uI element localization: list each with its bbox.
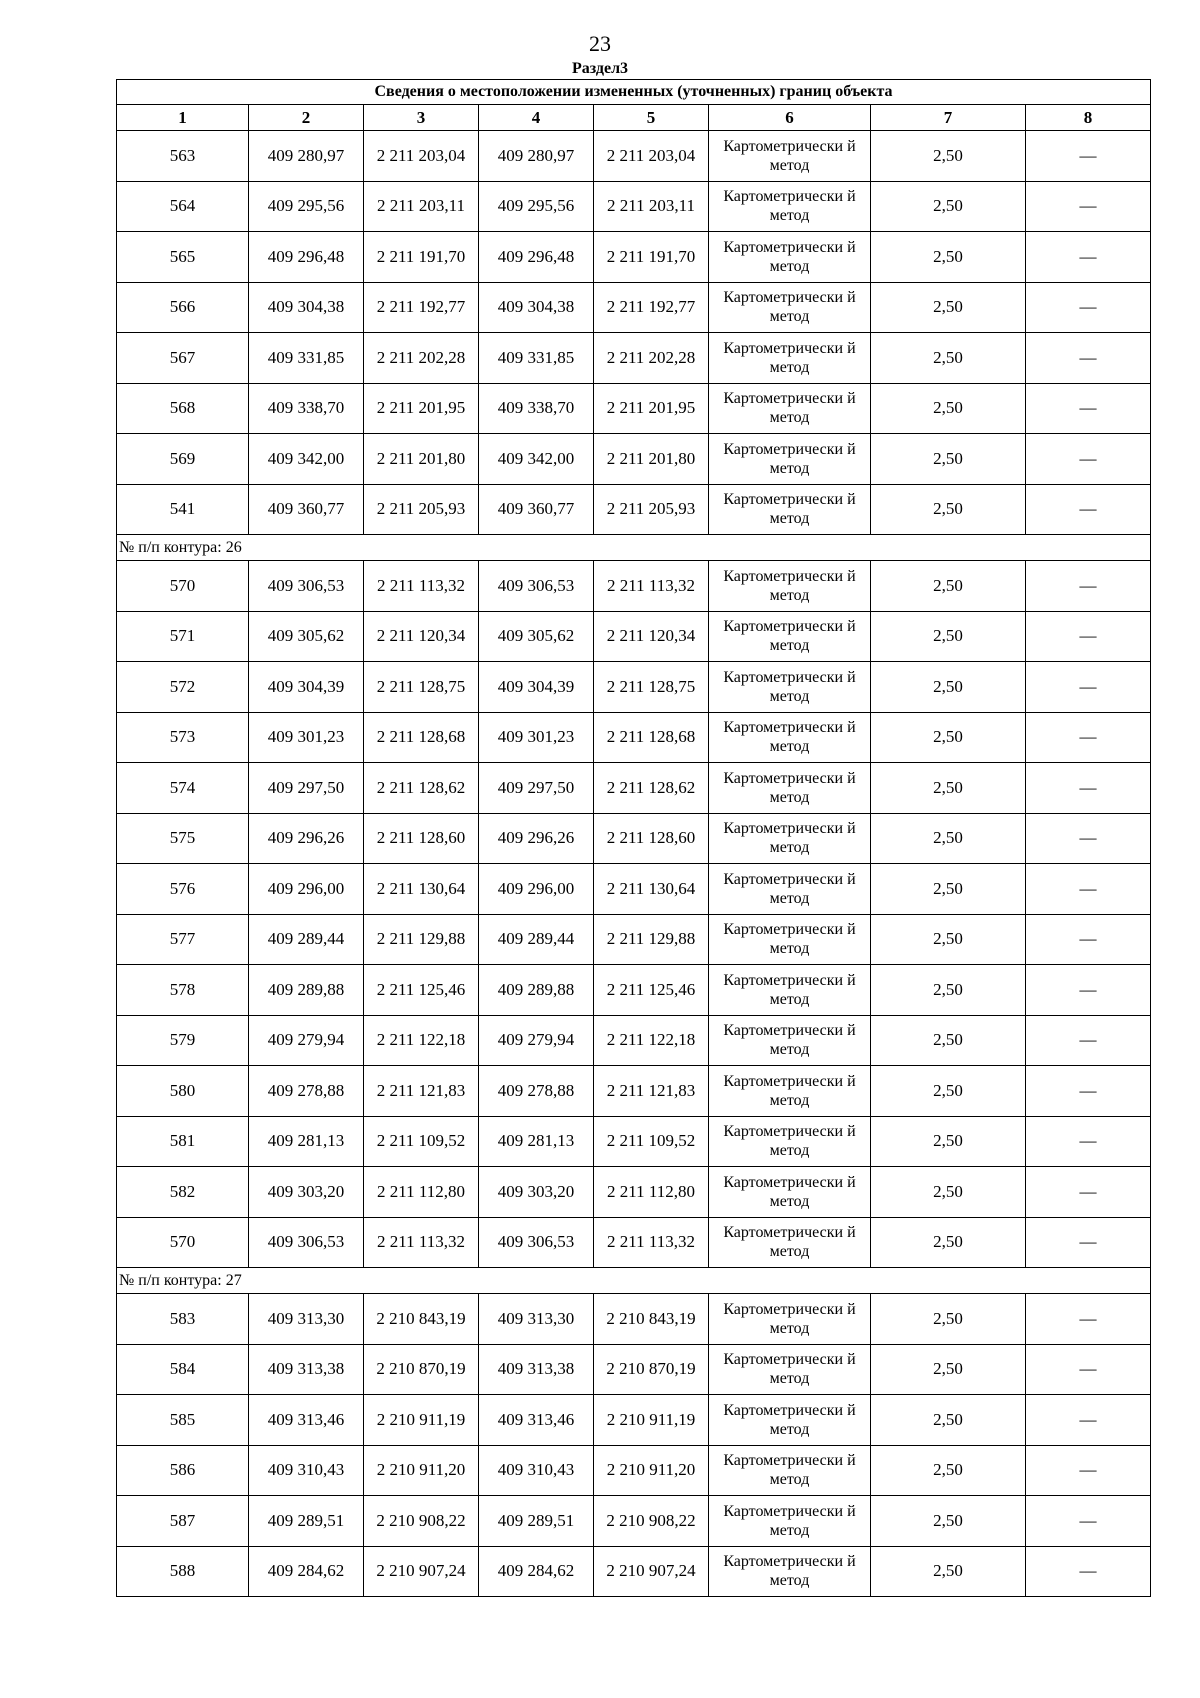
column-header-5: 5	[594, 105, 709, 131]
table-row	[117, 333, 1151, 384]
y-coordinate-cell: 2 211 128,60	[364, 813, 479, 864]
accuracy-cell: 2,50	[871, 662, 1026, 713]
note-cell: —	[1026, 965, 1151, 1016]
new-x-coordinate-cell: 409 313,38	[479, 1344, 594, 1395]
accuracy-cell: 2,50	[871, 1395, 1026, 1446]
y-coordinate-cell: 2 211 128,68	[364, 712, 479, 763]
method-cell: Картометрически й метод	[709, 333, 871, 384]
new-y-coordinate-cell: 2 211 121,83	[594, 1066, 709, 1117]
method-cell: Картометрически й метод	[709, 813, 871, 864]
point-number-cell: 564	[117, 181, 249, 232]
accuracy-cell: 2,50	[871, 864, 1026, 915]
y-coordinate-cell: 2 211 201,80	[364, 434, 479, 485]
x-coordinate-cell: 409 313,38	[249, 1344, 364, 1395]
new-y-coordinate-cell: 2 210 908,22	[594, 1496, 709, 1547]
accuracy-cell: 2,50	[871, 561, 1026, 612]
x-coordinate-cell: 409 306,53	[249, 1217, 364, 1268]
accuracy-cell: 2,50	[871, 712, 1026, 763]
new-y-coordinate-cell: 2 211 192,77	[594, 282, 709, 333]
point-number-cell: 587	[117, 1496, 249, 1547]
new-y-coordinate-cell: 2 211 113,32	[594, 1217, 709, 1268]
x-coordinate-cell: 409 305,62	[249, 611, 364, 662]
y-coordinate-cell: 2 211 130,64	[364, 864, 479, 915]
table-row	[117, 1546, 1151, 1597]
table-row	[117, 813, 1151, 864]
method-cell: Картометрически й метод	[709, 181, 871, 232]
method-cell: Картометрически й метод	[709, 965, 871, 1016]
new-x-coordinate-cell: 409 313,46	[479, 1395, 594, 1446]
new-x-coordinate-cell: 409 289,51	[479, 1496, 594, 1547]
accuracy-cell: 2,50	[871, 763, 1026, 814]
accuracy-cell: 2,50	[871, 611, 1026, 662]
page-number: 23	[589, 31, 611, 56]
y-coordinate-cell: 2 210 911,19	[364, 1395, 479, 1446]
accuracy-cell: 2,50	[871, 1294, 1026, 1345]
x-coordinate-cell: 409 338,70	[249, 383, 364, 434]
x-coordinate-cell: 409 313,30	[249, 1294, 364, 1345]
accuracy-cell: 2,50	[871, 1546, 1026, 1597]
table-row	[117, 232, 1151, 283]
table-row	[117, 662, 1151, 713]
accuracy-cell: 2,50	[871, 914, 1026, 965]
accuracy-cell: 2,50	[871, 1344, 1026, 1395]
new-y-coordinate-cell: 2 211 128,62	[594, 763, 709, 814]
contour-row	[117, 1268, 1151, 1294]
note-cell: —	[1026, 813, 1151, 864]
note-cell: —	[1026, 1066, 1151, 1117]
accuracy-cell: 2,50	[871, 813, 1026, 864]
table-row	[117, 914, 1151, 965]
new-y-coordinate-cell: 2 211 130,64	[594, 864, 709, 915]
table-row	[117, 1395, 1151, 1446]
note-cell: —	[1026, 1445, 1151, 1496]
method-cell: Картометрически й метод	[709, 1546, 871, 1597]
accuracy-cell: 2,50	[871, 484, 1026, 535]
new-y-coordinate-cell: 2 211 125,46	[594, 965, 709, 1016]
point-number-cell: 567	[117, 333, 249, 384]
accuracy-cell: 2,50	[871, 131, 1026, 182]
table-row	[117, 712, 1151, 763]
x-coordinate-cell: 409 301,23	[249, 712, 364, 763]
accuracy-cell: 2,50	[871, 383, 1026, 434]
accuracy-cell: 2,50	[871, 1496, 1026, 1547]
column-header-2: 2	[249, 105, 364, 131]
point-number-cell: 576	[117, 864, 249, 915]
new-x-coordinate-cell: 409 295,56	[479, 181, 594, 232]
table-row	[117, 1496, 1151, 1547]
new-y-coordinate-cell: 2 210 870,19	[594, 1344, 709, 1395]
accuracy-cell: 2,50	[871, 181, 1026, 232]
x-coordinate-cell: 409 306,53	[249, 561, 364, 612]
table-row	[117, 181, 1151, 232]
x-coordinate-cell: 409 284,62	[249, 1546, 364, 1597]
note-cell: —	[1026, 232, 1151, 283]
table-row	[117, 1015, 1151, 1066]
coordinates-table	[116, 79, 1151, 1597]
contour-row	[117, 535, 1151, 561]
note-cell: —	[1026, 712, 1151, 763]
new-x-coordinate-cell: 409 303,20	[479, 1167, 594, 1218]
x-coordinate-cell: 409 310,43	[249, 1445, 364, 1496]
method-cell: Картометрически й метод	[709, 232, 871, 283]
new-y-coordinate-cell: 2 211 202,28	[594, 333, 709, 384]
column-header-7: 7	[871, 105, 1026, 131]
x-coordinate-cell: 409 281,13	[249, 1116, 364, 1167]
x-coordinate-cell: 409 296,26	[249, 813, 364, 864]
y-coordinate-cell: 2 211 121,83	[364, 1066, 479, 1117]
x-coordinate-cell: 409 296,00	[249, 864, 364, 915]
note-cell: —	[1026, 914, 1151, 965]
point-number-cell: 575	[117, 813, 249, 864]
y-coordinate-cell: 2 210 911,20	[364, 1445, 479, 1496]
point-number-cell: 584	[117, 1344, 249, 1395]
note-cell: —	[1026, 864, 1151, 915]
point-number-cell: 579	[117, 1015, 249, 1066]
new-y-coordinate-cell: 2 211 191,70	[594, 232, 709, 283]
table-row	[117, 1167, 1151, 1218]
table-body	[117, 131, 1151, 1597]
new-y-coordinate-cell: 2 210 911,19	[594, 1395, 709, 1446]
x-coordinate-cell: 409 296,48	[249, 232, 364, 283]
y-coordinate-cell: 2 211 192,77	[364, 282, 479, 333]
point-number-cell: 580	[117, 1066, 249, 1117]
y-coordinate-cell: 2 211 128,75	[364, 662, 479, 713]
table-row	[117, 484, 1151, 535]
new-y-coordinate-cell: 2 211 129,88	[594, 914, 709, 965]
method-cell: Картометрически й метод	[709, 1395, 871, 1446]
new-y-coordinate-cell: 2 210 907,24	[594, 1546, 709, 1597]
new-y-coordinate-cell: 2 211 113,32	[594, 561, 709, 612]
point-number-cell: 577	[117, 914, 249, 965]
y-coordinate-cell: 2 211 191,70	[364, 232, 479, 283]
contour-label: № п/п контура: 26	[117, 535, 1151, 561]
point-number-cell: 582	[117, 1167, 249, 1218]
new-x-coordinate-cell: 409 296,48	[479, 232, 594, 283]
method-cell: Картометрически й метод	[709, 1445, 871, 1496]
y-coordinate-cell: 2 211 122,18	[364, 1015, 479, 1066]
accuracy-cell: 2,50	[871, 434, 1026, 485]
new-x-coordinate-cell: 409 280,97	[479, 131, 594, 182]
new-x-coordinate-cell: 409 304,39	[479, 662, 594, 713]
new-x-coordinate-cell: 409 360,77	[479, 484, 594, 535]
accuracy-cell: 2,50	[871, 232, 1026, 283]
note-cell: —	[1026, 1167, 1151, 1218]
x-coordinate-cell: 409 297,50	[249, 763, 364, 814]
x-coordinate-cell: 409 360,77	[249, 484, 364, 535]
table-row	[117, 1066, 1151, 1117]
note-cell: —	[1026, 1217, 1151, 1268]
x-coordinate-cell: 409 304,39	[249, 662, 364, 713]
note-cell: —	[1026, 1116, 1151, 1167]
method-cell: Картометрически й метод	[709, 434, 871, 485]
point-number-cell: 578	[117, 965, 249, 1016]
column-header-8: 8	[1026, 105, 1151, 131]
point-number-cell: 565	[117, 232, 249, 283]
column-header-4: 4	[479, 105, 594, 131]
y-coordinate-cell: 2 211 128,62	[364, 763, 479, 814]
point-number-cell: 574	[117, 763, 249, 814]
column-header-1: 1	[117, 105, 249, 131]
note-cell: —	[1026, 1015, 1151, 1066]
accuracy-cell: 2,50	[871, 1116, 1026, 1167]
table-row	[117, 1116, 1151, 1167]
point-number-cell: 585	[117, 1395, 249, 1446]
y-coordinate-cell: 2 211 201,95	[364, 383, 479, 434]
new-y-coordinate-cell: 2 211 109,52	[594, 1116, 709, 1167]
accuracy-cell: 2,50	[871, 1445, 1026, 1496]
point-number-cell: 583	[117, 1294, 249, 1345]
y-coordinate-cell: 2 211 120,34	[364, 611, 479, 662]
x-coordinate-cell: 409 289,51	[249, 1496, 364, 1547]
point-number-cell: 568	[117, 383, 249, 434]
note-cell: —	[1026, 383, 1151, 434]
point-number-cell: 570	[117, 561, 249, 612]
point-number-cell: 588	[117, 1546, 249, 1597]
x-coordinate-cell: 409 280,97	[249, 131, 364, 182]
method-cell: Картометрически й метод	[709, 1066, 871, 1117]
table-row	[117, 383, 1151, 434]
new-x-coordinate-cell: 409 297,50	[479, 763, 594, 814]
y-coordinate-cell: 2 211 205,93	[364, 484, 479, 535]
x-coordinate-cell: 409 304,38	[249, 282, 364, 333]
new-x-coordinate-cell: 409 289,44	[479, 914, 594, 965]
method-cell: Картометрически й метод	[709, 1116, 871, 1167]
method-cell: Картометрически й метод	[709, 662, 871, 713]
method-cell: Картометрически й метод	[709, 1344, 871, 1395]
new-y-coordinate-cell: 2 211 128,75	[594, 662, 709, 713]
new-y-coordinate-cell: 2 211 205,93	[594, 484, 709, 535]
new-y-coordinate-cell: 2 210 911,20	[594, 1445, 709, 1496]
note-cell: —	[1026, 131, 1151, 182]
y-coordinate-cell: 2 211 109,52	[364, 1116, 479, 1167]
note-cell: —	[1026, 763, 1151, 814]
method-cell: Картометрически й метод	[709, 383, 871, 434]
new-x-coordinate-cell: 409 278,88	[479, 1066, 594, 1117]
contour-label: № п/п контура: 27	[117, 1268, 1151, 1294]
y-coordinate-cell: 2 211 203,11	[364, 181, 479, 232]
new-x-coordinate-cell: 409 313,30	[479, 1294, 594, 1345]
new-y-coordinate-cell: 2 211 112,80	[594, 1167, 709, 1218]
note-cell: —	[1026, 1395, 1151, 1446]
new-x-coordinate-cell: 409 331,85	[479, 333, 594, 384]
note-cell: —	[1026, 662, 1151, 713]
point-number-cell: 573	[117, 712, 249, 763]
accuracy-cell: 2,50	[871, 1167, 1026, 1218]
new-y-coordinate-cell: 2 211 201,95	[594, 383, 709, 434]
new-y-coordinate-cell: 2 211 128,60	[594, 813, 709, 864]
table-row	[117, 131, 1151, 182]
method-cell: Картометрически й метод	[709, 763, 871, 814]
method-cell: Картометрически й метод	[709, 1015, 871, 1066]
table-caption: Сведения о местоположении измененных (уточненных) границ объекта	[117, 80, 1151, 105]
method-cell: Картометрически й метод	[709, 1167, 871, 1218]
y-coordinate-cell: 2 210 843,19	[364, 1294, 479, 1345]
new-x-coordinate-cell: 409 296,26	[479, 813, 594, 864]
new-x-coordinate-cell: 409 306,53	[479, 561, 594, 612]
method-cell: Картометрически й метод	[709, 914, 871, 965]
method-cell: Картометрически й метод	[709, 561, 871, 612]
accuracy-cell: 2,50	[871, 965, 1026, 1016]
x-coordinate-cell: 409 289,88	[249, 965, 364, 1016]
note-cell: —	[1026, 1344, 1151, 1395]
note-cell: —	[1026, 434, 1151, 485]
new-x-coordinate-cell: 409 281,13	[479, 1116, 594, 1167]
table-row	[117, 864, 1151, 915]
note-cell: —	[1026, 1546, 1151, 1597]
method-cell: Картометрически й метод	[709, 131, 871, 182]
y-coordinate-cell: 2 211 125,46	[364, 965, 479, 1016]
y-coordinate-cell: 2 210 870,19	[364, 1344, 479, 1395]
accuracy-cell: 2,50	[871, 1015, 1026, 1066]
point-number-cell: 571	[117, 611, 249, 662]
point-number-cell: 570	[117, 1217, 249, 1268]
new-y-coordinate-cell: 2 211 201,80	[594, 434, 709, 485]
y-coordinate-cell: 2 211 202,28	[364, 333, 479, 384]
new-x-coordinate-cell: 409 342,00	[479, 434, 594, 485]
note-cell: —	[1026, 282, 1151, 333]
method-cell: Картометрически й метод	[709, 484, 871, 535]
y-coordinate-cell: 2 211 112,80	[364, 1167, 479, 1218]
new-x-coordinate-cell: 409 284,62	[479, 1546, 594, 1597]
x-coordinate-cell: 409 331,85	[249, 333, 364, 384]
accuracy-cell: 2,50	[871, 282, 1026, 333]
note-cell: —	[1026, 181, 1151, 232]
column-header-row	[117, 105, 1151, 131]
note-cell: —	[1026, 1294, 1151, 1345]
new-x-coordinate-cell: 409 305,62	[479, 611, 594, 662]
point-number-cell: 572	[117, 662, 249, 713]
new-x-coordinate-cell: 409 296,00	[479, 864, 594, 915]
table-row	[117, 1294, 1151, 1345]
point-number-cell: 586	[117, 1445, 249, 1496]
note-cell: —	[1026, 484, 1151, 535]
accuracy-cell: 2,50	[871, 333, 1026, 384]
y-coordinate-cell: 2 210 908,22	[364, 1496, 479, 1547]
table-row	[117, 1217, 1151, 1268]
point-number-cell: 563	[117, 131, 249, 182]
table-row	[117, 763, 1151, 814]
table-row	[117, 1445, 1151, 1496]
new-x-coordinate-cell: 409 279,94	[479, 1015, 594, 1066]
y-coordinate-cell: 2 211 129,88	[364, 914, 479, 965]
table-row	[117, 1344, 1151, 1395]
x-coordinate-cell: 409 278,88	[249, 1066, 364, 1117]
new-x-coordinate-cell: 409 338,70	[479, 383, 594, 434]
column-header-6: 6	[709, 105, 871, 131]
method-cell: Картометрически й метод	[709, 1496, 871, 1547]
method-cell: Картометрически й метод	[709, 611, 871, 662]
section-title: Раздел3	[571, 60, 629, 77]
note-cell: —	[1026, 561, 1151, 612]
x-coordinate-cell: 409 295,56	[249, 181, 364, 232]
new-x-coordinate-cell: 409 301,23	[479, 712, 594, 763]
point-number-cell: 541	[117, 484, 249, 535]
table-row	[117, 561, 1151, 612]
method-cell: Картометрически й метод	[709, 282, 871, 333]
new-y-coordinate-cell: 2 211 120,34	[594, 611, 709, 662]
table-row	[117, 282, 1151, 333]
method-cell: Картометрически й метод	[709, 1294, 871, 1345]
method-cell: Картометрически й метод	[709, 864, 871, 915]
new-x-coordinate-cell: 409 304,38	[479, 282, 594, 333]
point-number-cell: 569	[117, 434, 249, 485]
x-coordinate-cell: 409 279,94	[249, 1015, 364, 1066]
new-x-coordinate-cell: 409 310,43	[479, 1445, 594, 1496]
note-cell: —	[1026, 611, 1151, 662]
point-number-cell: 581	[117, 1116, 249, 1167]
accuracy-cell: 2,50	[871, 1066, 1026, 1117]
table-row	[117, 965, 1151, 1016]
method-cell: Картометрически й метод	[709, 1217, 871, 1268]
y-coordinate-cell: 2 211 203,04	[364, 131, 479, 182]
new-y-coordinate-cell: 2 210 843,19	[594, 1294, 709, 1345]
x-coordinate-cell: 409 303,20	[249, 1167, 364, 1218]
note-cell: —	[1026, 333, 1151, 384]
x-coordinate-cell: 409 313,46	[249, 1395, 364, 1446]
note-cell: —	[1026, 1496, 1151, 1547]
new-x-coordinate-cell: 409 289,88	[479, 965, 594, 1016]
accuracy-cell: 2,50	[871, 1217, 1026, 1268]
point-number-cell: 566	[117, 282, 249, 333]
column-header-3: 3	[364, 105, 479, 131]
new-y-coordinate-cell: 2 211 203,11	[594, 181, 709, 232]
table-row	[117, 611, 1151, 662]
y-coordinate-cell: 2 211 113,32	[364, 561, 479, 612]
new-y-coordinate-cell: 2 211 128,68	[594, 712, 709, 763]
new-x-coordinate-cell: 409 306,53	[479, 1217, 594, 1268]
y-coordinate-cell: 2 210 907,24	[364, 1546, 479, 1597]
y-coordinate-cell: 2 211 113,32	[364, 1217, 479, 1268]
x-coordinate-cell: 409 289,44	[249, 914, 364, 965]
new-y-coordinate-cell: 2 211 203,04	[594, 131, 709, 182]
x-coordinate-cell: 409 342,00	[249, 434, 364, 485]
method-cell: Картометрически й метод	[709, 712, 871, 763]
new-y-coordinate-cell: 2 211 122,18	[594, 1015, 709, 1066]
table-row	[117, 434, 1151, 485]
